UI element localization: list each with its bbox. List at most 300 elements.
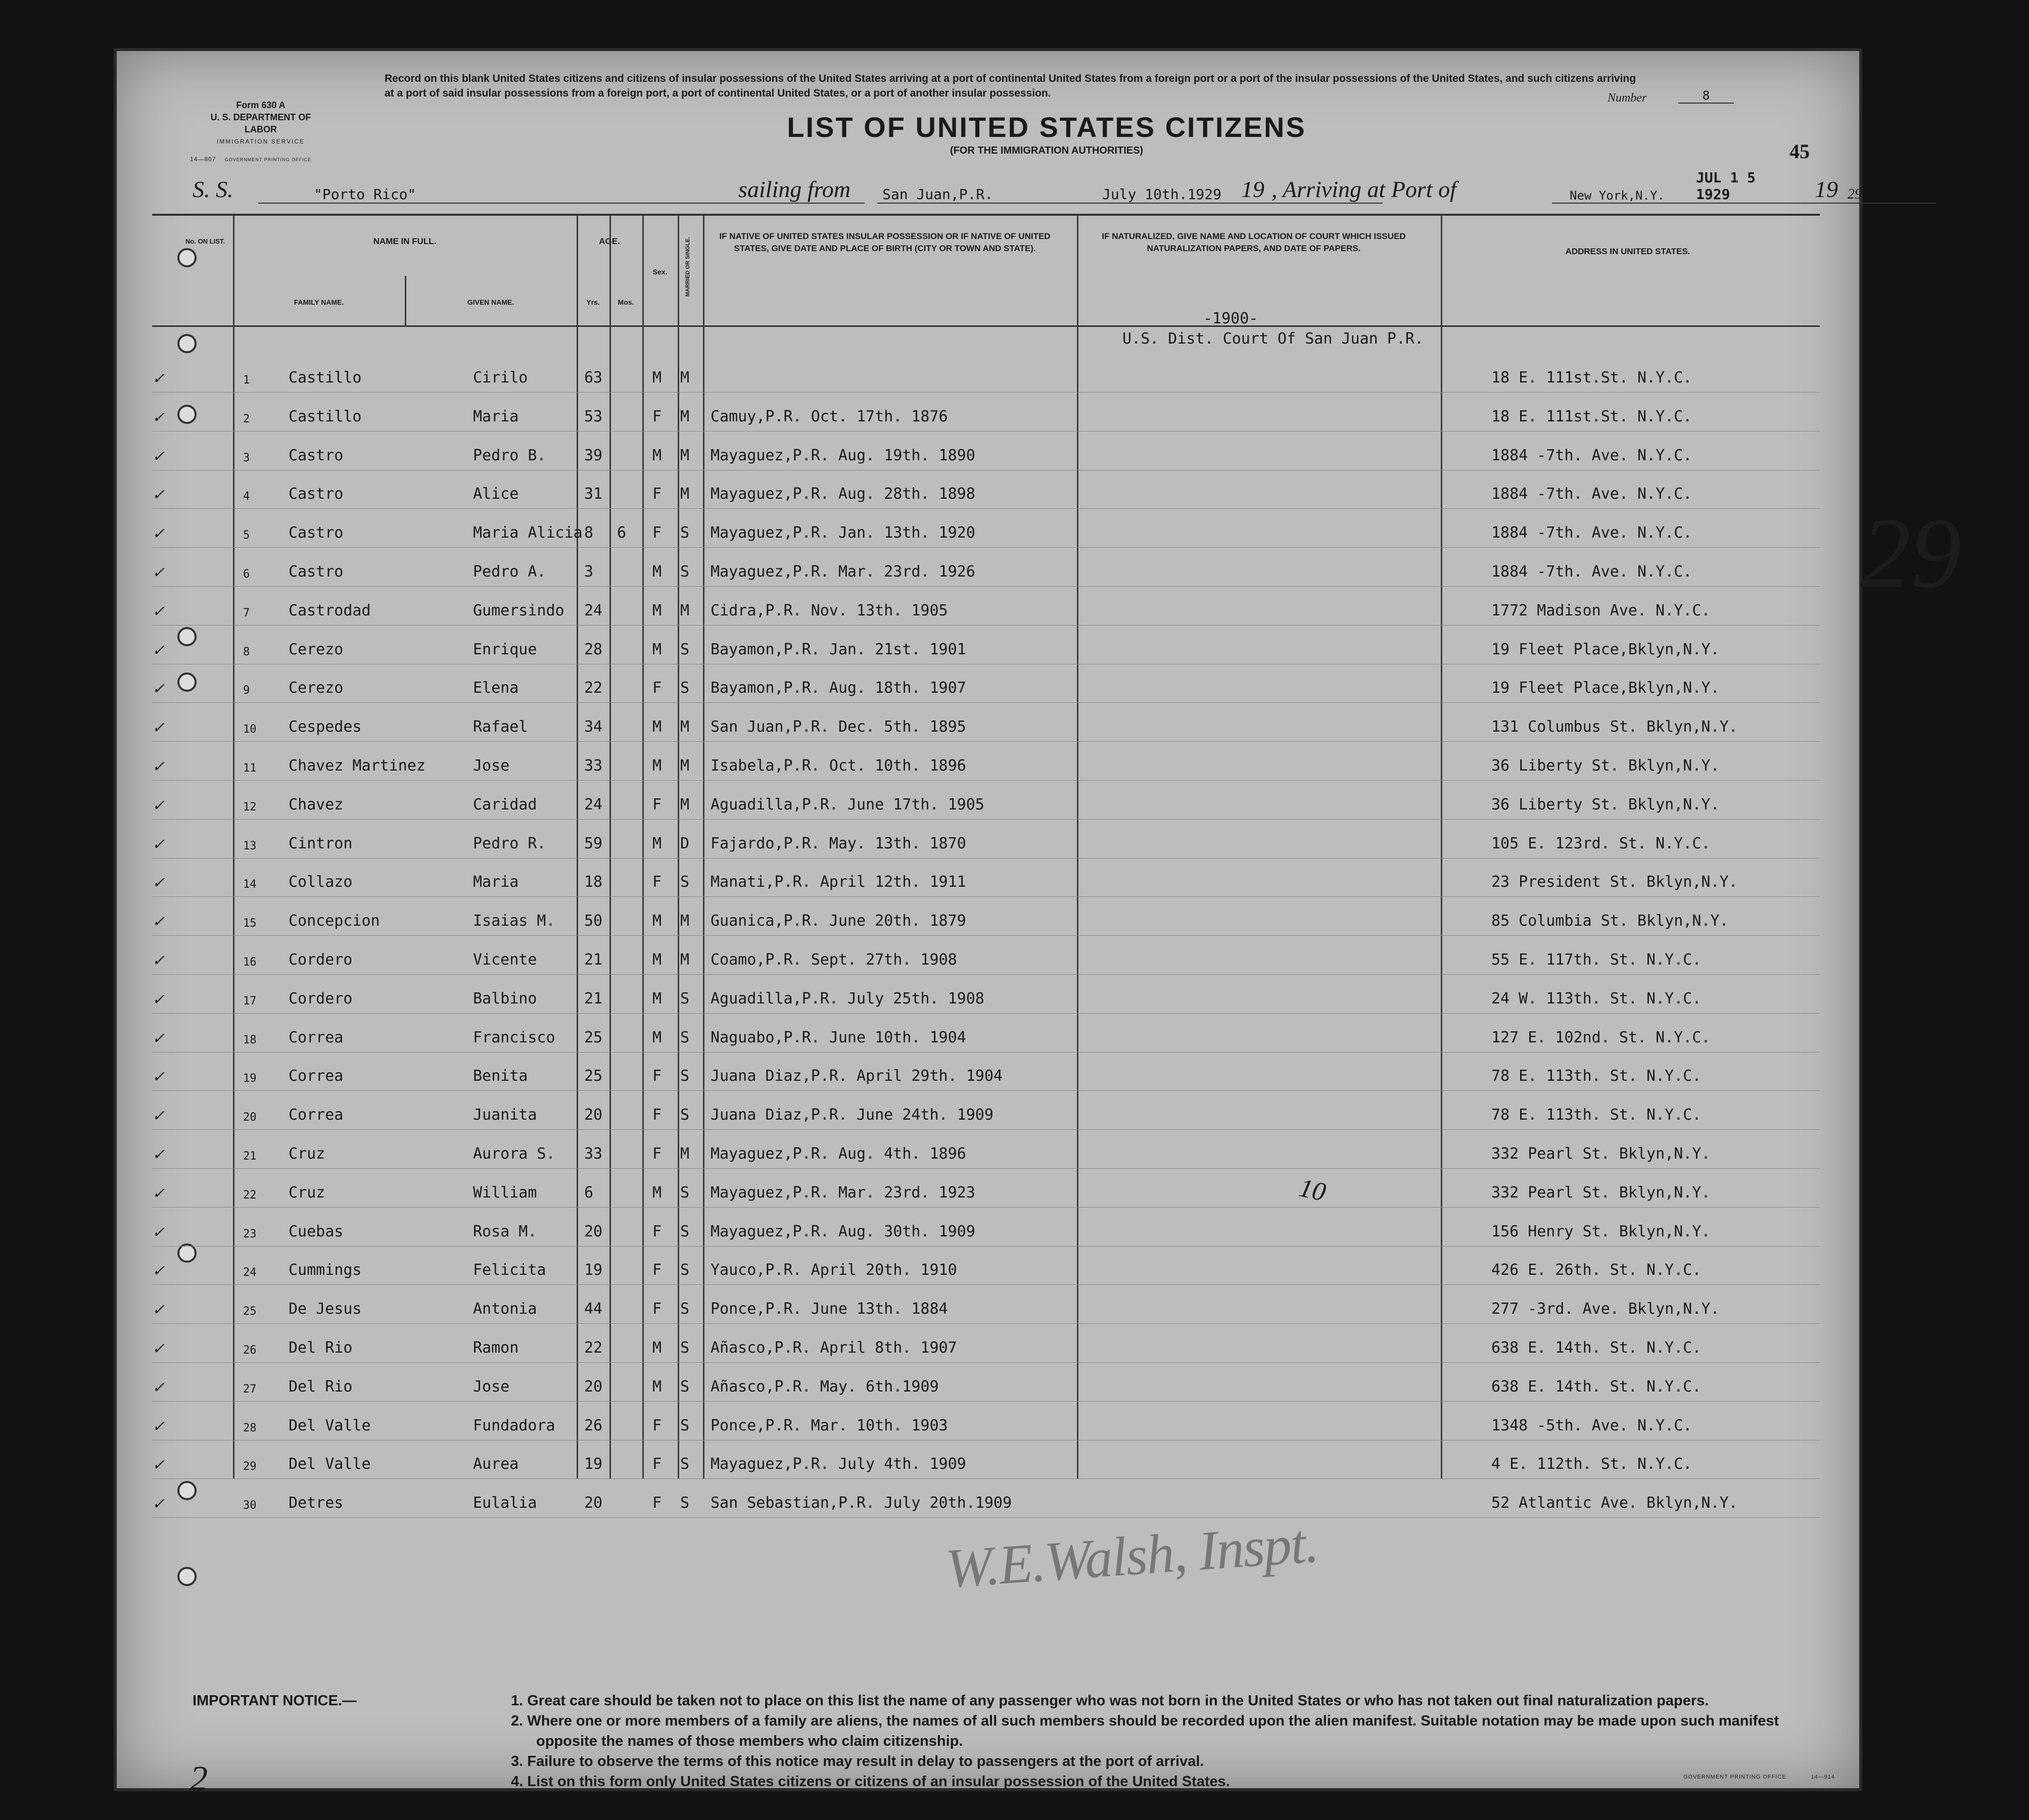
passenger-row [152, 1402, 1820, 1441]
given-name: Fundadora [473, 1416, 555, 1434]
family-name: Correa [289, 1106, 344, 1124]
address: 638 E. 14th. St. N.Y.C. [1491, 1339, 1702, 1357]
passenger-number: 25 [243, 1305, 257, 1318]
family-name: Castro [289, 485, 344, 503]
marital-status: S [680, 563, 690, 581]
family-name: Chavez [289, 795, 344, 813]
marital-status: M [680, 407, 690, 425]
passenger-row [152, 1130, 1820, 1169]
given-name: Pedro A. [473, 563, 546, 581]
birth-place-date: Mayaguez,P.R. Aug. 30th. 1909 [711, 1222, 975, 1240]
birth-place-date: Juana Diaz,P.R. June 24th. 1909 [711, 1106, 994, 1124]
age-years: 44 [584, 1300, 603, 1318]
passenger-row [152, 742, 1820, 781]
passenger-number: 5 [243, 529, 250, 542]
marital-status: M [680, 757, 690, 775]
passenger-number: 11 [243, 762, 257, 775]
age-years: 24 [584, 795, 603, 813]
passenger-number: 13 [243, 839, 257, 852]
age-years: 19 [584, 1455, 603, 1473]
given-name: Elena [473, 679, 519, 697]
arrival-port: New York,N.Y. [1570, 188, 1665, 203]
check-mark: ✓ [152, 797, 165, 814]
voyage-line [177, 169, 1862, 207]
sex: M [652, 640, 662, 658]
address: 1884 -7th. Ave. N.Y.C. [1491, 446, 1692, 464]
check-mark: ✓ [152, 1030, 165, 1047]
handwritten-mark: 10 [1296, 1173, 1329, 1207]
marital-status: M [680, 485, 690, 503]
check-mark: ✓ [152, 1496, 165, 1513]
address: 1884 -7th. Ave. N.Y.C. [1491, 563, 1692, 581]
passenger-row [152, 1014, 1820, 1052]
check-mark: ✓ [152, 1224, 165, 1241]
notice-label: IMPORTANT NOTICE.— [193, 1693, 357, 1709]
birth-place-date: Mayaguez,P.R. Jan. 13th. 1920 [711, 524, 975, 542]
check-mark: ✓ [152, 991, 165, 1008]
department-name: U. S. DEPARTMENT OF LABOR [210, 112, 311, 134]
age-years: 22 [584, 1339, 603, 1357]
address: 426 E. 26th. St. N.Y.C. [1491, 1261, 1702, 1279]
family-name: Del Valle [289, 1455, 371, 1473]
passenger-row [152, 1052, 1820, 1091]
notice-item: 4. List on this form only United States citizens or citizens of an insular possession of the United States. [511, 1774, 1230, 1790]
birth-place-date: Mayaguez,P.R. Aug. 4th. 1896 [711, 1145, 966, 1163]
sex: M [652, 718, 662, 736]
family-name: Cruz [289, 1145, 325, 1163]
address: 85 Columbia St. Bklyn,N.Y. [1491, 912, 1729, 930]
margin-number: 2 [190, 1759, 208, 1798]
passenger-number: 12 [243, 800, 257, 813]
sex: M [652, 563, 662, 581]
footer-gpo: GOVERNMENT PRINTING OFFICE 14—914 [1683, 1774, 1835, 1780]
sex: F [652, 873, 662, 891]
passenger-number: 24 [243, 1266, 257, 1279]
sex: F [652, 679, 662, 697]
sex: M [652, 1377, 662, 1396]
age-years: 20 [584, 1106, 603, 1124]
marital-status: S [680, 1222, 690, 1240]
check-mark: ✓ [152, 681, 165, 698]
marital-status: M [680, 369, 690, 387]
passenger-number: 4 [243, 490, 250, 503]
marital-status: S [680, 1067, 690, 1085]
passenger-number: 1 [243, 374, 250, 387]
year-suffix-2: 19 [1815, 176, 1838, 202]
given-name: Vicente [473, 951, 537, 969]
check-mark: ✓ [152, 564, 165, 581]
marital-status: S [680, 524, 690, 542]
header-mos: Mos. [618, 298, 634, 306]
marital-status: S [680, 989, 690, 1008]
family-name: Castillo [289, 369, 362, 387]
marital-status: M [680, 718, 690, 736]
address: 78 E. 113th. St. N.Y.C. [1491, 1067, 1702, 1085]
passenger-number: 16 [243, 956, 257, 969]
family-name: Cordero [289, 989, 353, 1008]
family-name: Cruz [289, 1183, 325, 1202]
family-name: Correa [289, 1028, 344, 1046]
marital-status: S [680, 1377, 690, 1396]
sex: F [652, 524, 662, 542]
family-name: Collazo [289, 873, 353, 891]
passenger-row [152, 975, 1820, 1014]
header-birth: IF NATIVE OF UNITED STATES INSULAR POSSESSION OR IF NATIVE OF UNITED STATES, GIVE DATE AND PLACE OF BIRTH (CITY OR TOWN AND STATE). [719, 231, 1051, 253]
passenger-number: 22 [243, 1188, 257, 1202]
birth-place-date: Mayaguez,P.R. Aug. 19th. 1890 [711, 446, 975, 464]
sex: M [652, 601, 662, 619]
address: 1884 -7th. Ave. N.Y.C. [1491, 485, 1692, 503]
given-name: Pedro B. [473, 446, 546, 464]
passenger-row [152, 781, 1820, 820]
marital-status: S [680, 679, 690, 697]
age-years: 20 [584, 1494, 603, 1512]
check-mark: ✓ [152, 1302, 165, 1319]
given-name: Rafael [473, 718, 528, 736]
notice-item: 3. Failure to observe the terms of this notice may result in delay to passengers at the port of arrival. [511, 1753, 1204, 1769]
sex: F [652, 1106, 662, 1124]
given-name: Cirilo [473, 369, 528, 387]
family-name: Castro [289, 446, 344, 464]
family-name: Cintron [289, 834, 353, 852]
age-years: 24 [584, 601, 603, 619]
passenger-number: 6 [243, 568, 250, 581]
page-number: 45 [1789, 140, 1810, 163]
family-name: Del Rio [289, 1377, 353, 1396]
birth-place-date: Aguadilla,P.R. June 17th. 1905 [711, 795, 984, 813]
year-handwritten: 29 [1848, 186, 1862, 202]
marital-status: S [680, 1261, 690, 1279]
birth-place-date: San Juan,P.R. Dec. 5th. 1895 [711, 718, 966, 736]
marital-status: M [680, 446, 690, 464]
family-name: Cerezo [289, 640, 344, 658]
passenger-row [152, 936, 1820, 975]
birth-place-date: Ponce,P.R. June 13th. 1884 [711, 1300, 948, 1318]
birth-place-date: Manati,P.R. April 12th. 1911 [711, 873, 966, 891]
given-name: William [473, 1183, 537, 1202]
number-label: Number [1608, 91, 1647, 105]
arriving-label: , Arriving at Port of [1271, 176, 1456, 202]
marital-status: M [680, 912, 690, 930]
sex: F [652, 1300, 662, 1318]
address: 332 Pearl St. Bklyn,N.Y. [1491, 1145, 1711, 1163]
family-name: Del Rio [289, 1339, 353, 1357]
check-mark: ✓ [152, 1185, 165, 1202]
given-name: Enrique [473, 640, 537, 658]
age-years: 25 [584, 1067, 603, 1085]
given-name: Maria [473, 873, 519, 891]
family-name: Del Valle [289, 1416, 371, 1434]
marital-status: S [680, 1106, 690, 1124]
passenger-row [152, 820, 1820, 858]
address: 78 E. 113th. St. N.Y.C. [1491, 1106, 1702, 1124]
inspector-signature: W.E.Walsh, Inspt. [943, 1512, 1320, 1600]
family-name: Cespedes [289, 718, 362, 736]
family-name: Castillo [289, 407, 362, 425]
address: 18 E. 111st.St. N.Y.C. [1491, 407, 1692, 425]
passenger-row [152, 354, 1820, 393]
header-address: ADDRESS IN UNITED STATES. [1565, 247, 1690, 256]
sex: F [652, 485, 662, 503]
family-name: Castro [289, 563, 344, 581]
given-name: Aurea [473, 1455, 519, 1473]
sex: M [652, 989, 662, 1008]
arrival-stamp: JUL 1 5 1929 [1696, 169, 1756, 203]
passenger-row [152, 1169, 1820, 1208]
birth-place-date: Guanica,P.R. June 20th. 1879 [711, 912, 966, 930]
age-years: 34 [584, 718, 603, 736]
address: 55 E. 117th. St. N.Y.C. [1491, 951, 1702, 969]
sex: F [652, 1416, 662, 1434]
address: 156 Henry St. Bklyn,N.Y. [1491, 1222, 1711, 1240]
passenger-number: 29 [243, 1460, 257, 1473]
passenger-number: 9 [243, 684, 250, 697]
age-years: 28 [584, 640, 603, 658]
sex: M [652, 1339, 662, 1357]
sex: F [652, 407, 662, 425]
birth-place-date: Camuy,P.R. Oct. 17th. 1876 [711, 407, 948, 425]
passenger-row [152, 548, 1820, 587]
given-name: Alice [473, 485, 519, 503]
age-years: 22 [584, 679, 603, 697]
ss-label: S. S. [193, 176, 233, 202]
binder-hole [177, 1567, 197, 1586]
marital-status: D [680, 834, 690, 852]
page-title: LIST OF UNITED STATES CITIZENS [787, 111, 1306, 143]
birth-place-date: Bayamon,P.R. Jan. 21st. 1901 [711, 640, 966, 658]
passenger-row [152, 1324, 1820, 1363]
passenger-row [152, 470, 1820, 509]
check-mark: ✓ [152, 1379, 165, 1396]
age-years: 59 [584, 834, 603, 852]
birth-place-date: Fajardo,P.R. May. 13th. 1870 [711, 834, 966, 852]
binder-hole [177, 334, 197, 353]
birth-place-date: Añasco,P.R. April 8th. 1907 [711, 1339, 957, 1357]
passenger-number: 10 [243, 723, 257, 736]
marital-status: S [680, 1028, 690, 1046]
passenger-row [152, 1208, 1820, 1247]
age-years: 26 [584, 1416, 603, 1434]
passenger-row [152, 1441, 1820, 1479]
address: 23 President St. Bklyn,N.Y. [1491, 873, 1738, 891]
age-years: 21 [584, 989, 603, 1008]
address: 36 Liberty St. Bklyn,N.Y. [1491, 795, 1720, 813]
birth-place-date: Aguadilla,P.R. July 25th. 1908 [711, 989, 984, 1008]
sex: F [652, 1222, 662, 1240]
address: 19 Fleet Place,Bklyn,N.Y. [1491, 640, 1720, 658]
passenger-row [152, 1247, 1820, 1285]
sex: F [652, 1261, 662, 1279]
marital-status: M [680, 795, 690, 813]
check-mark: ✓ [152, 409, 165, 426]
passenger-row [152, 1479, 1820, 1518]
departure-date: July 10th.1929 [1102, 186, 1222, 203]
age-years: 39 [584, 446, 603, 464]
given-name: Rosa M. [473, 1222, 537, 1240]
passenger-number: 23 [243, 1227, 257, 1240]
notice-items [511, 1691, 1805, 1792]
birth-place-date: Naguabo,P.R. June 10th. 1904 [711, 1028, 966, 1046]
given-name: Ramon [473, 1339, 519, 1357]
check-mark: ✓ [152, 525, 165, 543]
birth-place-date: Isabela,P.R. Oct. 10th. 1896 [711, 757, 966, 775]
address: 105 E. 123rd. St. N.Y.C. [1491, 834, 1711, 852]
family-name: Castro [289, 524, 344, 542]
address: 52 Atlantic Ave. Bklyn,N.Y. [1491, 1494, 1738, 1512]
passenger-row [152, 664, 1820, 703]
sex: F [652, 1067, 662, 1085]
given-name: Maria [473, 407, 519, 425]
sex: F [652, 1145, 662, 1163]
passenger-number: 18 [243, 1033, 257, 1046]
address: 638 E. 14th. St. N.Y.C. [1491, 1377, 1702, 1396]
passenger-row [152, 858, 1820, 897]
birth-place-date: Juana Diaz,P.R. April 29th. 1904 [711, 1067, 1003, 1085]
address: 332 Pearl St. Bklyn,N.Y. [1491, 1183, 1711, 1202]
age-years: 25 [584, 1028, 603, 1046]
birth-place-date: Mayaguez,P.R. Mar. 23rd. 1926 [711, 563, 975, 581]
passenger-number: 8 [243, 645, 250, 658]
marital-status: S [680, 1339, 690, 1357]
birth-place-date: Añasco,P.R. May. 6th.1909 [711, 1377, 939, 1396]
age-years: 6 [584, 1183, 594, 1202]
age-years: 18 [584, 873, 603, 891]
age-years: 21 [584, 951, 603, 969]
passenger-number: 3 [243, 451, 250, 464]
header-yrs: Yrs. [586, 298, 600, 306]
check-mark: ✓ [152, 603, 165, 620]
marital-status: S [680, 1416, 690, 1434]
sex: M [652, 1183, 662, 1202]
header-family-name: FAMILY NAME. [294, 298, 344, 306]
check-mark: ✓ [152, 1340, 165, 1357]
page-subtitle: (FOR THE IMMIGRATION AUTHORITIES) [950, 145, 1144, 156]
passenger-row [152, 703, 1820, 742]
age-years: 20 [584, 1222, 603, 1240]
notice-item: 2. Where one or more members of a family are aliens, the names of all such members should be recorded upon the alien manifest. Suitable notation may be made upon such manifest opposite the names of those members who claim citizenship. [511, 1713, 1779, 1749]
passenger-row [152, 393, 1820, 432]
age-years: 50 [584, 912, 603, 930]
check-mark: ✓ [152, 1418, 165, 1435]
sex: F [652, 1455, 662, 1473]
address: 18 E. 111st.St. N.Y.C. [1491, 369, 1692, 387]
given-name: Balbino [473, 989, 537, 1008]
given-name: Juanita [473, 1106, 537, 1124]
passenger-row [152, 587, 1820, 626]
notice-item: 1. Great care should be taken not to place on this list the name of any passenger who was not born in the United States or who has not taken out final naturalization papers. [511, 1693, 1709, 1709]
record-instructions: Record on this blank United States citizens and citizens of insular possessions of the United States arriving at a port of continental United States from a foreign port or a port of the insular possessions of the United States, and such citizens arriving at a port of said insular possessions from a foreign port, a port of continental United States, or a port of another insular possession. [385, 73, 1636, 99]
sex: M [652, 1028, 662, 1046]
birth-place-date: Cidra,P.R. Nov. 13th. 1905 [711, 601, 948, 619]
passenger-number: 30 [243, 1499, 257, 1512]
age-years: 33 [584, 757, 603, 775]
check-mark: ✓ [152, 1263, 165, 1280]
check-mark: ✓ [152, 370, 165, 387]
sex: M [652, 757, 662, 775]
naturalization-year: -1900- [1203, 310, 1258, 327]
service-name: IMMIGRATION SERVICE [216, 138, 305, 145]
passenger-number: 19 [243, 1072, 257, 1085]
check-mark: ✓ [152, 642, 165, 659]
age-years: 8 [584, 524, 594, 542]
check-mark: ✓ [152, 758, 165, 775]
age-years: 33 [584, 1145, 603, 1163]
form-id-block [203, 99, 319, 148]
given-name: Jose [473, 1377, 510, 1396]
check-mark: ✓ [152, 448, 165, 465]
passenger-number: 7 [243, 606, 250, 619]
given-name: Benita [473, 1067, 528, 1085]
address: 277 -3rd. Ave. Bklyn,N.Y. [1491, 1300, 1720, 1318]
check-mark: ✓ [152, 952, 165, 969]
passenger-row [152, 1363, 1820, 1402]
birth-place-date: Ponce,P.R. Mar. 10th. 1903 [711, 1416, 948, 1434]
passenger-number: 27 [243, 1382, 257, 1396]
passenger-row [152, 626, 1820, 664]
given-name: Eulalia [473, 1494, 537, 1512]
family-name: Chavez Martinez [289, 757, 426, 775]
birth-place-date: Mayaguez,P.R. Aug. 28th. 1898 [711, 485, 975, 503]
marital-status: S [680, 1300, 690, 1318]
number-value: 8 [1678, 88, 1734, 104]
header-age: AGE. [599, 236, 620, 246]
margin-handwriting: 29 [1860, 498, 1961, 609]
sex: M [652, 912, 662, 930]
marital-status: S [680, 873, 690, 891]
passenger-number: 15 [243, 917, 257, 930]
age-years: 20 [584, 1377, 603, 1396]
family-name: De Jesus [289, 1300, 362, 1318]
passenger-number: 17 [243, 994, 257, 1008]
marital-status: S [680, 1183, 690, 1202]
check-mark: ✓ [152, 1069, 165, 1086]
passenger-row [152, 509, 1820, 548]
family-name: Cordero [289, 951, 353, 969]
address: 4 E. 112th. St. N.Y.C. [1491, 1455, 1692, 1473]
sex: M [652, 951, 662, 969]
sex: F [652, 1494, 662, 1512]
year-suffix: 19 [1241, 176, 1264, 202]
marital-status: S [680, 1494, 690, 1512]
given-name: Aurora S. [473, 1145, 555, 1163]
family-name: Correa [289, 1067, 344, 1085]
given-name: Antonia [473, 1300, 537, 1318]
birth-place-date: Coamo,P.R. Sept. 27th. 1908 [711, 951, 957, 969]
sailing-label: sailing from [738, 176, 851, 202]
check-mark: ✓ [152, 1108, 165, 1125]
marital-status: S [680, 640, 690, 658]
sex: M [652, 834, 662, 852]
address: 131 Columbus St. Bklyn,N.Y. [1491, 718, 1738, 736]
header-name-in-full: NAME IN FULL. [373, 236, 437, 246]
given-name: Gumersindo [473, 601, 564, 619]
family-name: Cummings [289, 1261, 362, 1279]
given-name: Felicita [473, 1261, 546, 1279]
birth-place-date: San Sebastian,P.R. July 20th.1909 [711, 1494, 1012, 1512]
passenger-number: 2 [243, 412, 250, 425]
manifest-page [114, 48, 1961, 1798]
table-header [152, 215, 1820, 325]
check-mark: ✓ [152, 914, 165, 931]
birth-place-date: Yauco,P.R. April 20th. 1910 [711, 1261, 957, 1279]
sex: M [652, 446, 662, 464]
given-name: Jose [473, 757, 510, 775]
marital-status: S [680, 1455, 690, 1473]
passenger-row [152, 432, 1820, 470]
age-years: 31 [584, 485, 603, 503]
address: 1772 Madison Ave. N.Y.C. [1491, 601, 1711, 619]
address: 1348 -5th. Ave. N.Y.C. [1491, 1416, 1692, 1434]
